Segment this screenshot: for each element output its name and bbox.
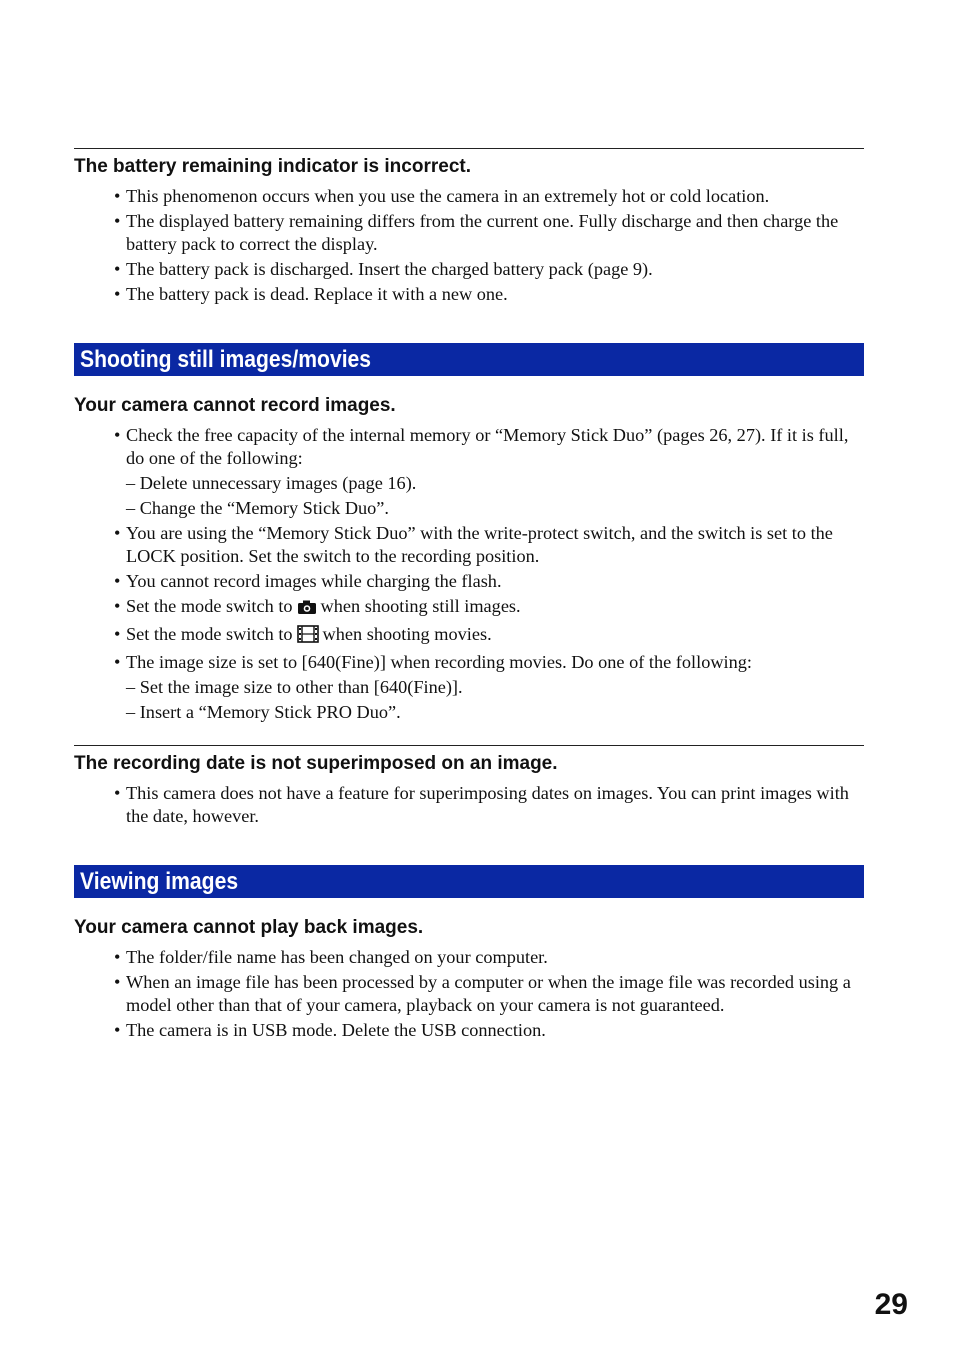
film-icon xyxy=(297,625,319,649)
playback-list xyxy=(74,946,864,1042)
battery-topic xyxy=(74,155,864,308)
record-list xyxy=(74,424,864,724)
list-item: • When an image file has been processed by a computer or when the image file was recorded using a model other than that of your camera, playback on your camera is not guaranteed. xyxy=(74,971,864,1017)
battery-list xyxy=(74,185,864,306)
list-item-text: when shooting still images. xyxy=(320,596,521,616)
list-item-text: Check the free capacity of the internal memory or “Memory Stick Duo” (pages 26, 27). If it is full, do one of the following: xyxy=(126,425,849,468)
section-heading-shooting xyxy=(74,343,864,376)
section-heading-viewing xyxy=(74,865,864,898)
sub-item: – Insert a “Memory Stick PRO Duo”. xyxy=(126,702,401,722)
page-number: 29 xyxy=(874,1288,908,1321)
list-item: • You are using the “Memory Stick Duo” with the write-protect switch, and the switch is set to the LOCK position. Set the switch to the recording position. xyxy=(74,522,864,568)
record-question: Your camera cannot record images. xyxy=(74,395,396,416)
list-item: • The folder/file name has been changed on your computer. xyxy=(74,946,864,969)
list-item xyxy=(74,651,864,724)
sub-item: – Change the “Memory Stick Duo”. xyxy=(126,498,389,518)
divider-date xyxy=(74,745,864,746)
list-item: • The camera is in USB mode. Delete the USB connection. xyxy=(74,1019,864,1042)
list-item-text: The image size is set to [640(Fine)] when recording movies. Do one of the following: xyxy=(126,652,752,672)
list-item: • The battery pack is dead. Replace it with a new one. xyxy=(74,283,864,306)
list-item: • The battery pack is discharged. Insert the charged battery pack (page 9). xyxy=(74,258,864,281)
date-question: The recording date is not superimposed on an image. xyxy=(74,753,558,774)
date-topic xyxy=(74,752,864,830)
playback-topic xyxy=(74,916,864,1044)
camera-icon xyxy=(297,598,317,621)
list-item-text: when shooting movies. xyxy=(322,624,492,644)
playback-question: Your camera cannot play back images. xyxy=(74,917,424,938)
date-list xyxy=(74,782,864,828)
divider-battery xyxy=(74,148,864,149)
list-item-text: Set the mode switch to xyxy=(126,596,293,616)
section-heading-text: Shooting still images/movies xyxy=(80,346,372,373)
battery-question: The battery remaining indicator is incorrect. xyxy=(74,156,471,177)
list-item: • The displayed battery remaining differs from the current one. Fully discharge and then charge the battery pack to correct the display. xyxy=(74,210,864,256)
record-topic xyxy=(74,394,864,726)
section-heading-text: Viewing images xyxy=(80,868,239,895)
list-item: • This camera does not have a feature for superimposing dates on images. You can print images with the date, however. xyxy=(74,782,864,828)
list-item xyxy=(74,424,864,520)
list-item: • You cannot record images while charging the flash. xyxy=(74,570,864,593)
sub-item: – Set the image size to other than [640(Fine)]. xyxy=(126,677,463,697)
list-item: • This phenomenon occurs when you use the camera in an extremely hot or cold location. xyxy=(74,185,864,208)
list-item xyxy=(74,595,864,621)
list-item xyxy=(74,623,864,649)
sub-item: – Delete unnecessary images (page 16). xyxy=(126,473,417,493)
list-item-text: Set the mode switch to xyxy=(126,624,293,644)
